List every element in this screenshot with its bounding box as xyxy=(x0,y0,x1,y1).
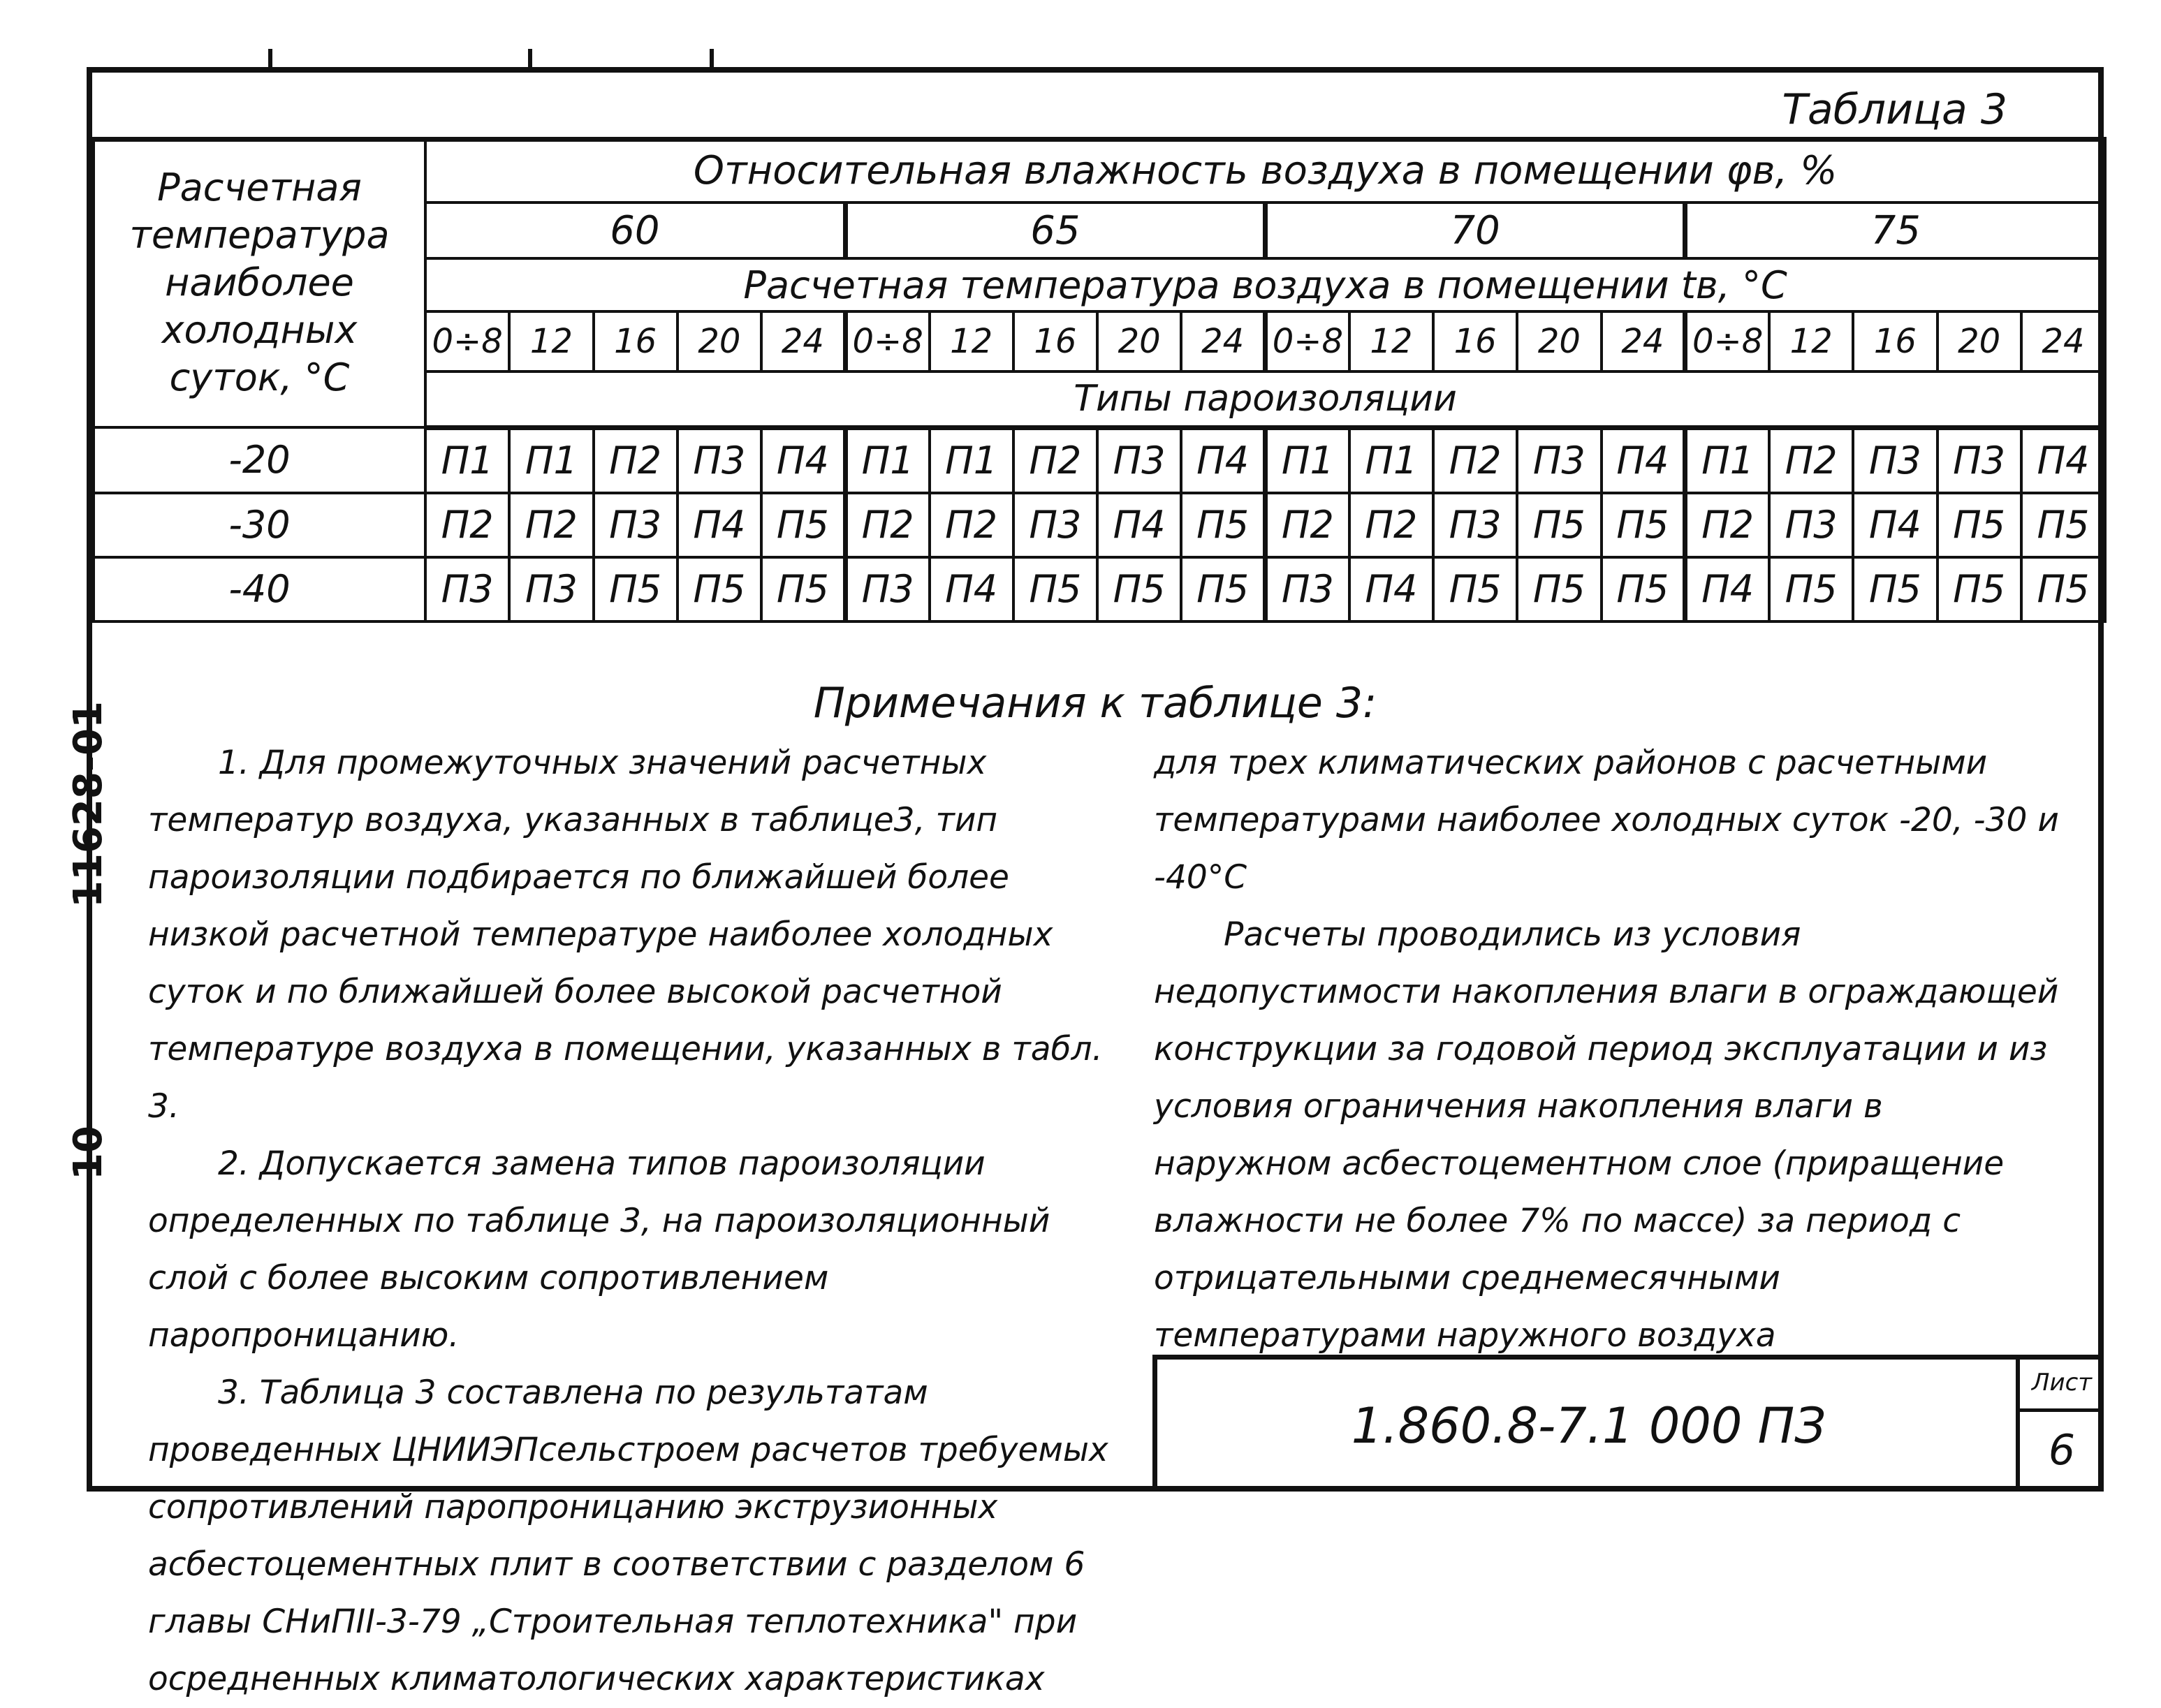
vapor-type-cell: П5 xyxy=(1517,493,1601,557)
vapor-type-cell: П2 xyxy=(1013,427,1097,493)
vapor-type-cell: П3 xyxy=(1013,493,1097,557)
vapor-type-cell: П5 xyxy=(1433,557,1517,621)
air-temp-value: 0÷8 xyxy=(1266,311,1349,371)
vapor-type-cell: П2 xyxy=(930,493,1013,557)
outdoor-temp-cell: -30 xyxy=(94,493,425,557)
drawing-sheet xyxy=(87,67,2104,1698)
air-temp-value: 24 xyxy=(761,311,845,371)
vapor-type-cell: П4 xyxy=(1097,493,1181,557)
frame-tick xyxy=(710,49,714,68)
row-header-cell: Расчетная температура наиболее холодных суток, °C xyxy=(94,138,425,427)
sheet-label: Лист xyxy=(2020,1360,2104,1412)
side-code: 11628-01 xyxy=(66,701,111,908)
vapor-type-cell: П4 xyxy=(930,557,1013,621)
note-2: 2. Допускается замена типов пароизоляции определенных по таблице 3, на пароизоляционный слой с более высоким сопротивлением паропроницанию. xyxy=(148,1144,1050,1355)
note-3-continued: для трех климатических районов с расчетными температурами наиболее холодных суток -20, -30 и -40°С xyxy=(1154,744,2059,897)
title-block xyxy=(1152,1355,2104,1492)
vapor-type-cell: П2 xyxy=(845,493,929,557)
vapor-type-cell: П3 xyxy=(845,557,929,621)
document-code: 1.860.8-7.1 000 ПЗ xyxy=(1351,1397,1826,1455)
vapor-type-cell: П5 xyxy=(1013,557,1097,621)
air-temp-value: 20 xyxy=(1937,311,2021,371)
vapor-type-cell: П4 xyxy=(677,493,761,557)
vapor-type-cell: П3 xyxy=(1097,427,1181,493)
vapor-type-cell: П5 xyxy=(1769,557,1853,621)
humidity-title: Относительная влажность воздуха в помещении φв, % xyxy=(425,138,2105,203)
humidity-value: 75 xyxy=(1685,203,2105,258)
note-3: 3. Таблица 3 составлена по результатам проведенных ЦНИИЭПсельстроем расчетов требуемых сопротивлений паропроницанию экструзионных асбестоцементных плит в соответствии с разделом 6 главы СНиПII-3-79 „Строительная теплотехника" при осредненных климатологических характеристиках xyxy=(148,1374,1108,1698)
air-temp-value: 24 xyxy=(2021,311,2105,371)
humidity-value: 65 xyxy=(845,203,1265,258)
vapor-type-cell: П3 xyxy=(1769,493,1853,557)
humidity-value: 60 xyxy=(425,203,845,258)
vapor-type-cell: П5 xyxy=(2021,493,2105,557)
air-temp-value: 20 xyxy=(677,311,761,371)
table-row xyxy=(94,493,2105,557)
vapor-type-cell: П1 xyxy=(1349,427,1433,493)
air-temp-value: 16 xyxy=(594,311,677,371)
vapor-type-cell: П5 xyxy=(1517,557,1601,621)
air-temp-value: 16 xyxy=(1853,311,1937,371)
vapor-type-cell: П5 xyxy=(1097,557,1181,621)
air-temp-value: 12 xyxy=(1769,311,1853,371)
air-temp-value: 12 xyxy=(930,311,1013,371)
notes-left-column xyxy=(148,735,1140,1708)
vapor-type-cell: П4 xyxy=(1602,427,1685,493)
vapor-type-cell: П3 xyxy=(677,427,761,493)
side-page-number: 10 xyxy=(66,1126,111,1180)
note-1: 1. Для промежуточных значений расчетных температур воздуха, указанных в таблице3, тип пароизоляции подбирается по ближайшей более низкой расчетной температуре наиболее холодных суток и по ближайшей более высокой расчетной температуре воздуха в помещении, указанных в табл. 3. xyxy=(148,744,1103,1126)
vapor-type-cell: П5 xyxy=(1602,493,1685,557)
notes-title: Примечания к таблице 3: xyxy=(813,679,1377,728)
vapor-type-cell: П3 xyxy=(1266,557,1349,621)
vapor-type-cell: П2 xyxy=(1685,493,1769,557)
air-temp-value: 20 xyxy=(1517,311,1601,371)
notes-right-column xyxy=(1154,735,2062,1364)
vapor-type-cell: П4 xyxy=(2021,427,2105,493)
air-temp-value: 24 xyxy=(1181,311,1265,371)
table-row xyxy=(94,427,2105,493)
vapor-type-cell: П3 xyxy=(1517,427,1601,493)
vapor-type-cell: П5 xyxy=(761,493,845,557)
air-temp-value: 20 xyxy=(1097,311,1181,371)
vapor-type-cell: П2 xyxy=(425,493,509,557)
vapor-type-cell: П1 xyxy=(1685,427,1769,493)
vapor-type-cell: П2 xyxy=(509,493,593,557)
air-temp-value: 24 xyxy=(1602,311,1685,371)
air-temp-value: 12 xyxy=(509,311,593,371)
vapor-type-cell: П1 xyxy=(509,427,593,493)
vapor-type-cell: П3 xyxy=(594,493,677,557)
vapor-type-cell: П1 xyxy=(845,427,929,493)
air-temp-value: 0÷8 xyxy=(1685,311,1769,371)
vapor-type-cell: П4 xyxy=(1685,557,1769,621)
vapor-type-cell: П2 xyxy=(1266,493,1349,557)
vapor-type-cell: П5 xyxy=(2021,557,2105,621)
note-calculations: Расчеты проводились из условия недопустимости накопления влаги в ограждающей конструкции за годовой период эксплуатации и из условия ограничения накопления влаги в наружном асбестоцементном слое (приращение влажности не более 7% по массе) за период с отрицательными среднемесячными температурами наружного воздуха xyxy=(1154,915,2059,1355)
air-temp-value: 12 xyxy=(1349,311,1433,371)
vapor-type-cell: П5 xyxy=(1181,557,1265,621)
outdoor-temp-cell: -40 xyxy=(94,557,425,621)
vapor-type-cell: П5 xyxy=(1853,557,1937,621)
vapor-type-cell: П4 xyxy=(1349,557,1433,621)
vapor-type-cell: П3 xyxy=(1853,427,1937,493)
vapor-type-cell: П4 xyxy=(1853,493,1937,557)
outdoor-temp-cell: -20 xyxy=(94,427,425,493)
frame-tick xyxy=(528,49,532,68)
vapor-type-cell: П5 xyxy=(677,557,761,621)
sheet-header xyxy=(92,73,2098,142)
vapor-barrier-table xyxy=(92,137,2107,623)
vapor-type-cell: П5 xyxy=(1602,557,1685,621)
table-row xyxy=(94,557,2105,621)
vapor-type-cell: П1 xyxy=(1266,427,1349,493)
vapor-type-cell: П5 xyxy=(1937,557,2021,621)
air-temp-value: 0÷8 xyxy=(845,311,929,371)
humidity-value: 70 xyxy=(1266,203,1685,258)
vapor-type-cell: П4 xyxy=(1181,427,1265,493)
vapor-type-cell: П3 xyxy=(1433,493,1517,557)
vapor-type-cell: П3 xyxy=(509,557,593,621)
air-temp-value: 0÷8 xyxy=(425,311,509,371)
sheet-box xyxy=(2016,1360,2104,1492)
vapor-type-cell: П2 xyxy=(594,427,677,493)
air-temp-value: 16 xyxy=(1013,311,1097,371)
air-temp-title: Расчетная температура воздуха в помещении tв, °C xyxy=(425,258,2105,311)
vapor-type-cell: П2 xyxy=(1433,427,1517,493)
vapor-type-cell: П4 xyxy=(761,427,845,493)
vapor-type-cell: П3 xyxy=(425,557,509,621)
vapor-type-cell: П5 xyxy=(594,557,677,621)
air-temp-value: 16 xyxy=(1433,311,1517,371)
vapor-type-cell: П5 xyxy=(761,557,845,621)
vapor-type-cell: П5 xyxy=(1937,493,2021,557)
vapor-type-cell: П1 xyxy=(930,427,1013,493)
vapor-type-cell: П2 xyxy=(1349,493,1433,557)
table-label: Таблица 3 xyxy=(1782,85,2007,134)
vapor-type-cell: П1 xyxy=(425,427,509,493)
vapor-type-title: Типы пароизоляции xyxy=(425,371,2105,427)
vapor-type-cell: П3 xyxy=(1937,427,2021,493)
vapor-type-cell: П2 xyxy=(1769,427,1853,493)
sheet-number: 6 xyxy=(2048,1426,2076,1475)
frame-tick xyxy=(268,49,272,68)
vapor-type-cell: П5 xyxy=(1181,493,1265,557)
